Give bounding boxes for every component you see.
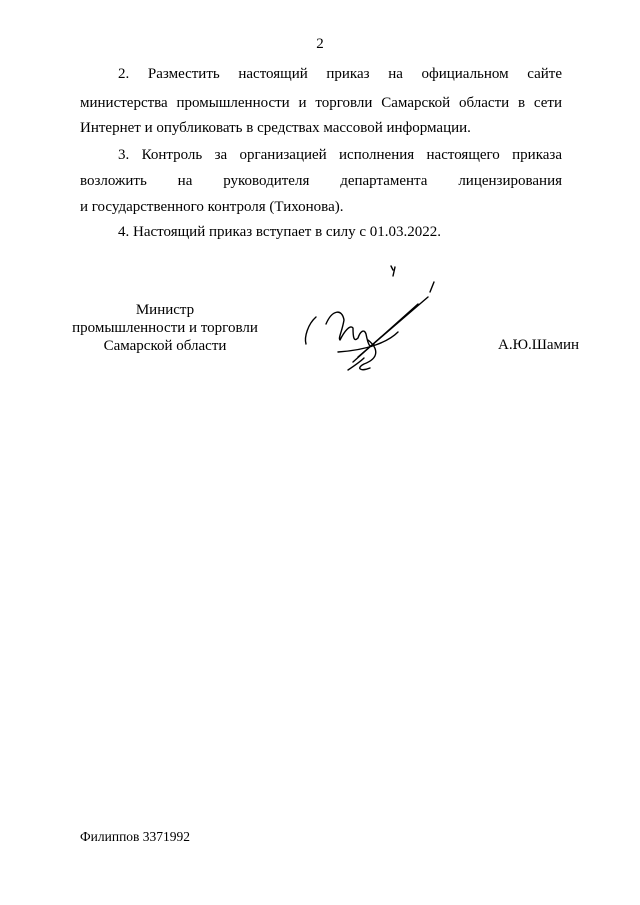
signatory-title-line-2: промышленности и торговли [72, 320, 258, 336]
paragraph-3-line-3: и государственного контроля (Тихонова). [80, 199, 344, 215]
handwritten-signature [298, 262, 448, 380]
paragraph-2-line-3: Интернет и опубликовать в средствах массовой информации. [80, 120, 471, 136]
paragraph-2-line-2: министерства промышленности и торговли Самарской области в сети [80, 95, 562, 111]
paragraph-2-line-1: 2. Разместить настоящий приказ на официальном сайте [118, 66, 562, 82]
paragraph-3-line-2: возложить на руководителя департамента лицензирования [80, 173, 562, 189]
signer-name: А.Ю.Шамин [498, 337, 580, 353]
signatory-title-line-1: Министр [135, 302, 195, 318]
paragraph-4-line-1: 4. Настоящий приказ вступает в силу с 01.03.2022. [118, 224, 441, 240]
paragraph-3-line-1: 3. Контроль за организацией исполнения настоящего приказа [118, 147, 562, 163]
signatory-title [70, 301, 260, 355]
signatory-title-line-3: Самарской области [103, 338, 227, 354]
page-number: 2 [316, 36, 324, 52]
executor-footer: Филиппов 3371992 [80, 829, 191, 844]
